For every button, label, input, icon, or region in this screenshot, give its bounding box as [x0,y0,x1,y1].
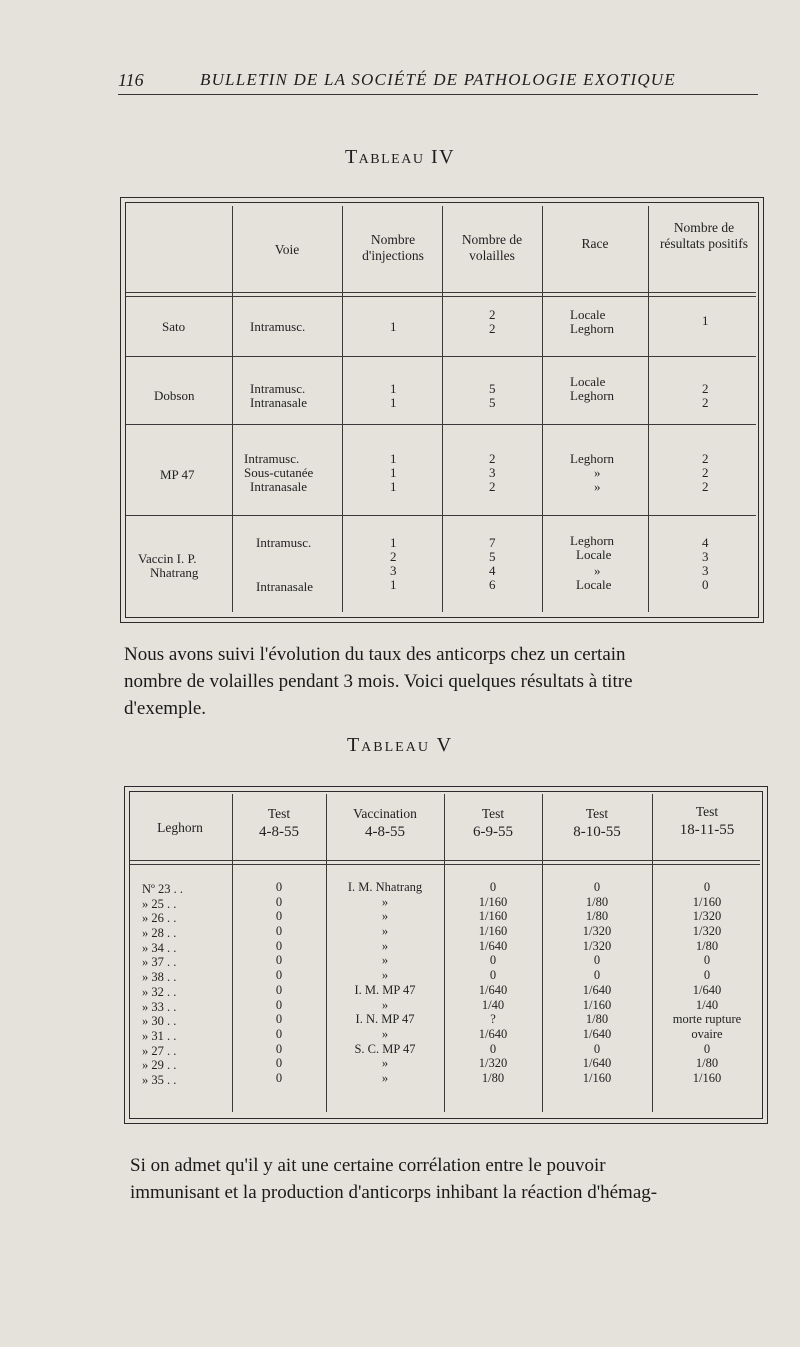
t5-row-8-t4: 1/40 [695,997,719,1012]
t5-row-7-t2: 1/640 [478,982,508,997]
t5-row-2-t2: 1/160 [478,909,508,924]
t5-row-13-no: » 35 . . [142,1072,177,1087]
t5-row-6-vacc: » [381,968,389,983]
t5-row-2-t4: 1/320 [692,909,722,924]
journal-title: BULLETIN DE LA SOCIÉTÉ DE PATHOLOGIE EXOTIQUE [200,70,676,89]
t5-row-11-t3: 0 [593,1041,601,1056]
t4-sato-voie: Intramusc. [250,319,306,334]
paragraph-1: Nous avons suivi l'évolution du taux des anticorps chez un certain nombre de volailles pendant 3 mois. Voici quelques résultats à titre d'exemple. [124,644,633,719]
t5-row-3-t3: 1/320 [582,924,612,939]
t5-column-vaccination [328,880,442,1086]
t4-header-race: Race [581,236,609,251]
journal-page: 116 BULLETIN DE LA SOCIÉTÉ DE PATHOLOGIE EXOTIQUE Tableau IV Voie Nombre d'injections Nombre de volailles Race Nombre de résultats positifs Sato Intramusc. 1 2 2 Locale Leghorn 1 Dobson Intramusc. Intranasale 1 1 5 5 Locale Leghorn 2 2 MP 47 Intramusc. Sous-cutanée Intranasale 1 1 1 2 3 2 Leghorn » » 2 2 2 Vaccin I. P. Nhatrang Intramusc. Intranasale 1 2 3 1 7 5 4 6 Leghorn Locale » Locale 4 3 3 0 Nous avons suivi l'évolution du taux des anticorps chez un certain nombre de volailles pendant 3 mois. Voici quelques résultats à titre d'exemple. Tableau V Leghorn Test 4-8-55 Vaccination 4-8-55 Test 6-9-55 Test 8-10-55 Test 18-11-55 Nº 23 . . » 25 . . » 26 . . » 28 . . » 34 . . » 37 . . » 38 . . » 32 . . » 33 . . » 30 . . » 31 . . » 27 . . » 29 . . » 35 . . 0 0 0 0 0 0 0 0 0 0 0 0 0 0 I. M. Nhatrang » » » » » » I. M. MP 47 » I. N. MP 47 » S. C. MP 47 » » 0 1/160 1/160 1/160 1/640 0 0 1/640 1/40 ? 1/640 0 1/320 1/80 0 1/80 1/80 1/320 1/320 0 0 1/640 1/160 1/80 1/640 0 1/640 1/160 0 1/160 1/320 1/320 1/80 0 0 1/640 1/40 morte rupture ovaire 0 1/80 1/160 Si on admet qu'il y ait une certaine corrélation entre le pouvoir immunisant et la production d'anticorps inhibant la réaction d'hémag- [0,0,800,1347]
t5-header-vaccination: Vaccination 4-8-55 [353,806,417,840]
t5-row-4-no: » 34 . . [142,940,177,955]
t5-row-12-t4: 1/80 [695,1056,719,1071]
t4-group-sato: Sato [162,319,186,334]
t5-row-12-t2: 1/320 [478,1056,508,1071]
t5-row-5-t1: 0 [275,953,283,968]
t4-header-positifs: Nombre de résultats positifs [659,220,749,251]
t4-header-volailles: Nombre de volailles [461,232,523,263]
tableau-5-title: Tableau V [346,734,454,756]
t5-header-test3: Test 8-10-55 [573,806,621,840]
t5-row-6-t1: 0 [275,968,283,983]
t4-group-mp47: MP 47 [160,467,195,482]
t5-column-numero [142,882,232,1088]
t5-row-8-t2: 1/40 [481,997,505,1012]
t5-row-5-vacc: » [381,953,389,968]
t5-row-9-vacc: I. N. MP 47 [355,1012,415,1027]
t5-row-0-t1: 0 [275,880,283,894]
t5-row-10-vacc: » [381,1026,389,1041]
t5-column-test3 [544,880,650,1086]
tableau-4-title: Tableau IV [344,146,456,168]
t5-row-9-t3: 1/80 [585,1012,609,1027]
t5-row-2-no: » 26 . . [142,911,177,926]
t5-header-leghorn: Leghorn [157,820,203,835]
t5-row-11-no: » 27 . . [142,1043,177,1058]
t5-row-1-t2: 1/160 [478,894,508,909]
t5-row-10-t4: ovaire [691,1026,723,1041]
t5-row-12-no: » 29 . . [142,1058,177,1073]
t5-row-9-no: » 30 . . [142,1014,177,1029]
t5-row-3-t4: 1/320 [692,924,722,939]
t5-row-8-vacc: » [381,997,389,1012]
t5-row-13-t3: 1/160 [582,1070,612,1085]
t5-row-1-t1: 0 [275,894,283,909]
t5-row-2-t1: 0 [275,909,283,924]
t5-row-4-t1: 0 [275,938,283,953]
t5-row-6-t3: 0 [593,968,601,983]
t5-row-6-t2: 0 [489,968,497,983]
t5-row-5-no: » 37 . . [142,955,177,970]
t5-row-11-t4: 0 [703,1041,711,1056]
t5-row-10-t3: 1/640 [582,1026,612,1041]
t5-row-7-no: » 32 . . [142,984,177,999]
t5-row-3-no: » 28 . . [142,926,177,941]
t5-row-0-t2: 0 [489,880,497,894]
t5-header-test2: Test 6-9-55 [473,806,513,840]
t5-row-2-vacc: » [381,909,389,924]
t5-column-test1 [234,880,324,1086]
t5-row-10-t2: 1/640 [478,1026,508,1041]
t5-row-0-t3: 0 [593,880,601,894]
t5-header-test1: Test 4-8-55 [259,806,299,840]
t5-row-3-t2: 1/160 [478,924,508,939]
t5-row-4-vacc: » [381,938,389,953]
t5-row-10-no: » 31 . . [142,1028,177,1043]
t5-row-13-t1: 0 [275,1070,283,1085]
t5-row-1-t3: 1/80 [585,894,609,909]
t5-row-6-no: » 38 . . [142,970,177,985]
t5-row-9-t1: 0 [275,1012,283,1027]
t5-row-7-t4: 1/640 [692,982,722,997]
t5-row-1-t4: 1/160 [692,894,722,909]
t5-row-3-vacc: » [381,924,389,939]
t5-row-5-t4: 0 [703,953,711,968]
t5-row-13-t2: 1/80 [481,1070,505,1085]
t4-group-dobson: Dobson [154,388,195,403]
t5-row-1-no: » 25 . . [142,896,177,911]
t5-row-8-no: » 33 . . [142,999,177,1014]
t5-row-9-t4: morte rupture [672,1012,742,1027]
t5-row-7-t3: 1/640 [582,982,612,997]
t5-row-8-t1: 0 [275,997,283,1012]
t5-row-6-t4: 0 [703,968,711,983]
t5-row-4-t3: 1/320 [582,938,612,953]
t5-row-0-vacc: I. M. Nhatrang [347,880,423,894]
t5-row-11-vacc: S. C. MP 47 [354,1041,416,1056]
t4-header-voie: Voie [274,242,300,257]
t5-row-12-vacc: » [381,1056,389,1071]
t5-row-7-t1: 0 [275,982,283,997]
t4-header-injections: Nombre d'injections [362,232,424,263]
t5-row-9-t2: ? [490,1012,496,1027]
t5-row-3-t1: 0 [275,924,283,939]
t5-row-11-t1: 0 [275,1041,283,1056]
t5-row-11-t2: 0 [489,1041,497,1056]
t5-row-13-vacc: » [381,1070,389,1085]
t5-row-13-t4: 1/160 [692,1070,722,1085]
t5-row-4-t4: 1/80 [695,938,719,953]
page-number: 116 [118,70,144,90]
t5-row-1-vacc: » [381,894,389,909]
t5-column-test2 [446,880,540,1086]
t5-row-0-no: Nº 23 . . [142,882,184,896]
running-header [118,68,758,95]
t5-row-12-t1: 0 [275,1056,283,1071]
t5-row-10-t1: 0 [275,1026,283,1041]
t5-row-8-t3: 1/160 [582,997,612,1012]
t5-row-7-vacc: I. M. MP 47 [354,982,416,997]
t4-group-vaccin-line2: Nhatrang [150,565,199,580]
t5-row-5-t3: 0 [593,953,601,968]
t5-column-test4 [654,880,760,1086]
t5-header-test4: Test 18-11-55 [679,804,735,838]
t4-group-vaccin-line1: Vaccin I. P. [138,551,197,566]
t5-row-4-t2: 1/640 [478,938,508,953]
t5-row-2-t3: 1/80 [585,909,609,924]
t5-row-0-t4: 0 [703,880,711,894]
paragraph-2: Si on admet qu'il y ait une certaine corrélation entre le pouvoir immunisant et la production d'anticorps inhibant la réaction d'hémag- [130,1155,658,1203]
t5-row-5-t2: 0 [489,953,497,968]
t5-row-12-t3: 1/640 [582,1056,612,1071]
